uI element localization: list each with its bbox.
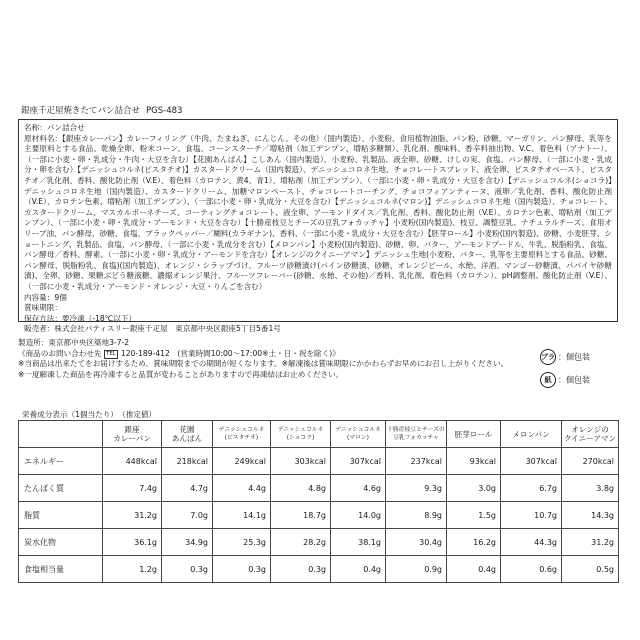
nutrition-value-cell: 25.3g xyxy=(213,529,271,556)
nutrition-value-cell: 3.8g xyxy=(562,475,619,502)
nutrition-value-cell: 14.0g xyxy=(331,502,386,529)
inquiry-label: 《商品のお問い合わせ先 xyxy=(18,348,102,358)
nutrition-value-cell: 30.4g xyxy=(386,529,447,556)
nutrition-value-cell: 93kcal xyxy=(447,448,501,475)
nutrition-value-cell: 249kcal xyxy=(213,448,271,475)
nutrition-value-cell: 0.6g xyxy=(501,556,562,583)
inquiry-tel: 120-189-412 (営業時間10:00〜17:00※土・日・祝を除く)》 xyxy=(120,348,340,358)
recycle-paper-label: ：個包装 xyxy=(558,375,590,385)
nutrition-value-cell: 31.2g xyxy=(562,529,619,556)
nutrition-value-cell: 4.7g xyxy=(162,475,213,502)
product-code: PGS-483 xyxy=(146,106,183,116)
nutrition-value-cell: 0.3g xyxy=(162,556,213,583)
nutrition-column-header-text: 銀座 xyxy=(124,425,140,434)
document-title xyxy=(21,104,182,116)
nutrition-value-cell: 0.4g xyxy=(447,556,501,583)
nutrition-value-cell: 307kcal xyxy=(331,448,386,475)
nutrition-row-label: エネルギー xyxy=(19,448,103,475)
nutrition-value-cell: 8.9g xyxy=(386,502,447,529)
nutrition-column-header-text: 花園 xyxy=(179,425,195,434)
nutrition-value-cell: 4.6g xyxy=(331,475,386,502)
nutrition-column-header xyxy=(386,421,447,448)
nutrition-value-cell: 18.7g xyxy=(271,502,331,529)
nutrition-row xyxy=(19,529,619,556)
tel-icon: TEL xyxy=(105,350,116,357)
nutrition-value-cell: 307kcal xyxy=(501,448,562,475)
nutrition-value-cell: 36.1g xyxy=(103,529,162,556)
nutrition-value-cell: 10.7g xyxy=(501,502,562,529)
paper-recycle-icon: 紙 xyxy=(540,372,556,388)
nutrition-column-header xyxy=(447,421,501,448)
nutrition-value-cell: 6.7g xyxy=(501,475,562,502)
product-name-line: 名称：パン詰合せ xyxy=(24,123,85,132)
nutrition-value-cell: 14.3g xyxy=(562,502,619,529)
nutrition-column-header-text: メロンパン xyxy=(512,429,550,439)
nutrition-value-cell: 303kcal xyxy=(271,448,331,475)
recycle-pla xyxy=(540,349,620,365)
nutrition-value-cell: 0.3g xyxy=(213,556,271,583)
seller-line: 販売者：株式会社パティスリー銀座千疋屋 東京都中央区銀座5丁目5番1号 xyxy=(24,324,281,334)
product-name: 銀座千疋屋焼きたてパン詰合せ xyxy=(21,106,141,116)
nutrition-title xyxy=(22,409,156,420)
nutrition-value-cell: 34.9g xyxy=(162,529,213,556)
nutrition-row-label: 炭水化物 xyxy=(19,529,103,556)
product-info-box xyxy=(18,119,618,334)
recycle-paper xyxy=(540,372,620,388)
note-refreeze: ※一度解凍した商品を再冷凍すると品質が変わることがありますので再凍結はお止めください。 xyxy=(18,369,344,379)
nutrition-corner-cell xyxy=(19,421,103,448)
nutrition-value-cell: 16.2g xyxy=(447,529,501,556)
nutrition-value-cell: 0.9g xyxy=(386,556,447,583)
nutrition-value-cell: 270kcal xyxy=(562,448,619,475)
nutrition-value-cell: 3.0g xyxy=(447,475,501,502)
pla-recycle-icon: プラ xyxy=(540,349,556,365)
storage-line: 保存方法：要冷凍（-18℃以下） xyxy=(24,313,137,323)
nutrition-column-header-text: デニッシュコルネ xyxy=(218,427,265,433)
note-thaw: ※当商品は出来たてをお届けするため、賞味期限までの期間が短くなります。※解凍後は賞味期限にかかわらずお早めにお召し上がりください。 xyxy=(18,359,509,369)
best-before-line: 賞味期限： xyxy=(24,303,62,313)
nutrition-value-cell: 1.2g xyxy=(103,556,162,583)
nutrition-row xyxy=(19,475,619,502)
nutrition-table xyxy=(18,420,619,583)
nutrition-column-header xyxy=(103,421,162,448)
manufacturer-block xyxy=(18,338,618,380)
ingredients-text: 原材料名：【銀座カレーパン】カレーフィリング（牛肉、たまねぎ、にんじん、その他）（国内製造）、小麦粉、食用植物油脂、パン粉、砂糖、マーガリン、パン酵母、乳等を主要原料とする食品、乾燥全卵、粉末コーン、食塩、コーンスターチ／増粘剤（加工デンプン、増粘多糖類）、乳化剤、酸味料、香辛料抽出物、V.C、着色料（アナトー）、（一部に小麦・卵・乳成分・牛肉・大豆を含む）【花園あんぱん】こしあん（国内製造）、小麦粉、乳製品、液全卵、砂糖、けしの実、食塩、パン酵母、（一部に小麦・乳成分・卵を含む）【デニッシュコルネ(ピスタチオ)】カスタードクリーム（国内製造）、デニッシュコロネ生地、チョコレートスプレッド、液全卵、ピスタチオペースト、ピスタチオ／乳化剤、香料、酸化防止剤（V.E）、着色料（カロテン、黄4、青1）、増粘剤（加工デンプン）、（一部に小麦・卵・乳成分・大豆を含む）【デニッシュコルネ(ショコラ)】デニッシュコロネ生地（国内製造）、カスタードクリーム、加糖マロンペースト、チョコレートコーチング、チョコフィアンティーヌ、液卵／乳化剤、香料、酸化防止剤（V.E）、カロテン色素、増粘剤（加工デンプン）、（一部に小麦・卵・乳成分・大豆を含む）【デニッシュコルネ(マロン)】デニッシュコロネ生地（国内製造）、チョコレート、カスタードクリーム、マスカルポーネチーズ、コーティングチョコレート、液全卵、アーモンドダイス／乳化剤、香料、酸化防止剤（V.E）、カロテン色素、増粘剤（加工デンプン）、（一部に小麦・卵・乳成分・アーモンド・大豆を含む）【十勝産枝豆とチーズの豆乳フォカッチャ】小麦粉(国内製造)、枝豆、調整豆乳、ナチュラルチーズ、食用オリーブ油、パン酵母、砂糖、食塩、ブラックペッパー／糊料(カラギナン)、香料、（一部に小麦・乳成分・大豆を含む）【胚芽ロール】小麦粉(国内製造)、砂糖、小麦胚芽、ショートニング、乳製品、食塩、パン酵母、（一部に小麦・乳成分を含む）【メロンパン】小麦粉(国内製造)、砂糖、卵、バター、アーモンドプードル、牛乳、脱脂粉乳、食塩、パン酵母／香料、酵素、（一部に小麦・卵・乳成分・アーモンドを含む）【オレンジのクイニーアマン】デニッシュ生地(小麦粉、バター、乳等を主要原料とする食品、砂糖、パン酵母、脱脂粉乳、食塩)(国内製造)、オレンジ・シラップづけ、フルーツ砂糖漬け(パイン砂糖漬、砂糖、オレンジピール、水飴、洋酒、マンゴー砂糖漬、パパイヤ砂糖漬)、全卵、砂糖、果糖ぶどう糖液糖、濃縮オレンジ果汁、フルーツフレーバー(砂糖、水飴、その他)／香料、乳化剤、着色料（カロテン）、pH調整剤、酸化防止剤（V.E）、（一部に小麦・乳成分・アーモンド・オレンジ・大豆・りんごを含む） xyxy=(24,133,612,291)
nutrition-value-cell: 7.4g xyxy=(103,475,162,502)
nutrition-column-header-text: あんぱん xyxy=(171,434,203,443)
manufacturer-place: 製造所：東京都中央区築地3-7-2 xyxy=(18,338,130,347)
nutrition-value-cell: 14.1g xyxy=(213,502,271,529)
nutrition-column-header xyxy=(213,421,271,448)
nutrition-value-cell: 237kcal xyxy=(386,448,447,475)
nutrition-value-cell: 7.0g xyxy=(162,502,213,529)
nutrition-value-cell: 31.2g xyxy=(103,502,162,529)
nutrition-value-cell: 4.4g xyxy=(213,475,271,502)
nutrition-value-cell: 38.1g xyxy=(331,529,386,556)
nutrition-column-header-text: デニッシュコルネ xyxy=(277,427,324,433)
nutrition-column-header-text: 豆乳フォカッチャ xyxy=(393,435,439,441)
nutrition-value-cell: 0.4g xyxy=(331,556,386,583)
nutrition-column-header-text: 胚芽ロール xyxy=(454,429,493,439)
nutrition-column-header xyxy=(162,421,213,448)
nutrition-row xyxy=(19,448,619,475)
nutrition-estimate-note: （推定値） xyxy=(121,410,157,419)
nutrition-column-header xyxy=(271,421,331,448)
nutrition-column-header xyxy=(562,421,619,448)
nutrition-value-cell: 0.3g xyxy=(271,556,331,583)
nutrition-column-header-text: デニッシュコルネ xyxy=(335,427,381,433)
nutrition-value-cell: 28.2g xyxy=(271,529,331,556)
nutrition-value-cell: 44.3g xyxy=(501,529,562,556)
recycle-pla-label: ：個包装 xyxy=(558,352,590,362)
nutrition-header-row xyxy=(19,421,619,448)
nutrition-value-cell: 9.3g xyxy=(386,475,447,502)
nutrition-title-text: 栄養成分表示（1個当たり） xyxy=(22,410,118,419)
nutrition-column-header-text: オレンジの xyxy=(571,425,609,434)
nutrition-column-header-text: 十勝産枝豆とチーズの xyxy=(387,427,445,433)
nutrition-row-label: たんぱく質 xyxy=(19,475,103,502)
nutrition-column-header-text: (マロン) xyxy=(347,435,369,441)
quantity-line: 内容量：9個 xyxy=(24,292,67,302)
nutrition-row xyxy=(19,502,619,529)
nutrition-value-cell: 218kcal xyxy=(162,448,213,475)
nutrition-column-header xyxy=(331,421,386,448)
nutrition-value-cell: 448kcal xyxy=(103,448,162,475)
nutrition-row xyxy=(19,556,619,583)
inquiry-line xyxy=(18,349,618,360)
nutrition-value-cell: 1.5g xyxy=(447,502,501,529)
nutrition-column-header-text: クイニーアマン xyxy=(563,434,617,443)
nutrition-row-label: 食塩相当量 xyxy=(19,556,103,583)
nutrition-value-cell: 0.5g xyxy=(562,556,619,583)
nutrition-column-header-text: カレーパン xyxy=(113,434,151,443)
nutrition-column-header xyxy=(501,421,562,448)
nutrition-column-header-text: (ピスタチオ) xyxy=(224,435,259,441)
nutrition-row-label: 脂質 xyxy=(19,502,103,529)
nutrition-value-cell: 4.8g xyxy=(271,475,331,502)
nutrition-column-header-text: (ショコラ) xyxy=(286,435,315,441)
